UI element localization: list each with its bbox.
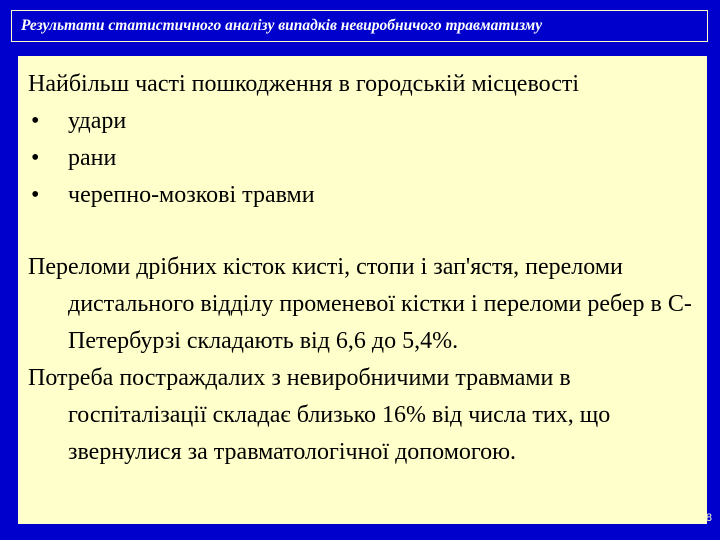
content-panel <box>18 56 707 524</box>
bullet-icon: • <box>31 182 40 208</box>
list-item-text: черепно-мозкові травми <box>68 182 315 208</box>
fractures-paragraph: Переломи дрібних кісток кисті, стопи і зап'ястя, переломи дистального відділу променевої кістки і переломи ребер в С-Петербурзі складають від 6,6 до 5,4%. <box>28 254 692 354</box>
list-item-text: удари <box>68 108 127 134</box>
injury-list <box>28 103 697 214</box>
section-heading: Найбільш часті пошкодження в городській місцевості <box>28 71 580 97</box>
spacer <box>28 214 697 249</box>
list-item <box>28 140 697 177</box>
slide-title: Результати статистичного аналізу випадків невиробничого травматизму <box>11 10 708 42</box>
list-item-text: рани <box>68 145 117 171</box>
hospitalization-paragraph: Потреба постраждалих з невиробничими травмами в госпіталізації складає близько 16% від числа тих, що звернулися за травматологічної допомогою. <box>28 365 611 465</box>
bullet-icon: • <box>31 145 40 171</box>
bullet-icon: • <box>31 108 40 134</box>
page-number: 8 <box>705 512 712 524</box>
list-item <box>28 177 697 214</box>
list-item <box>28 103 697 140</box>
